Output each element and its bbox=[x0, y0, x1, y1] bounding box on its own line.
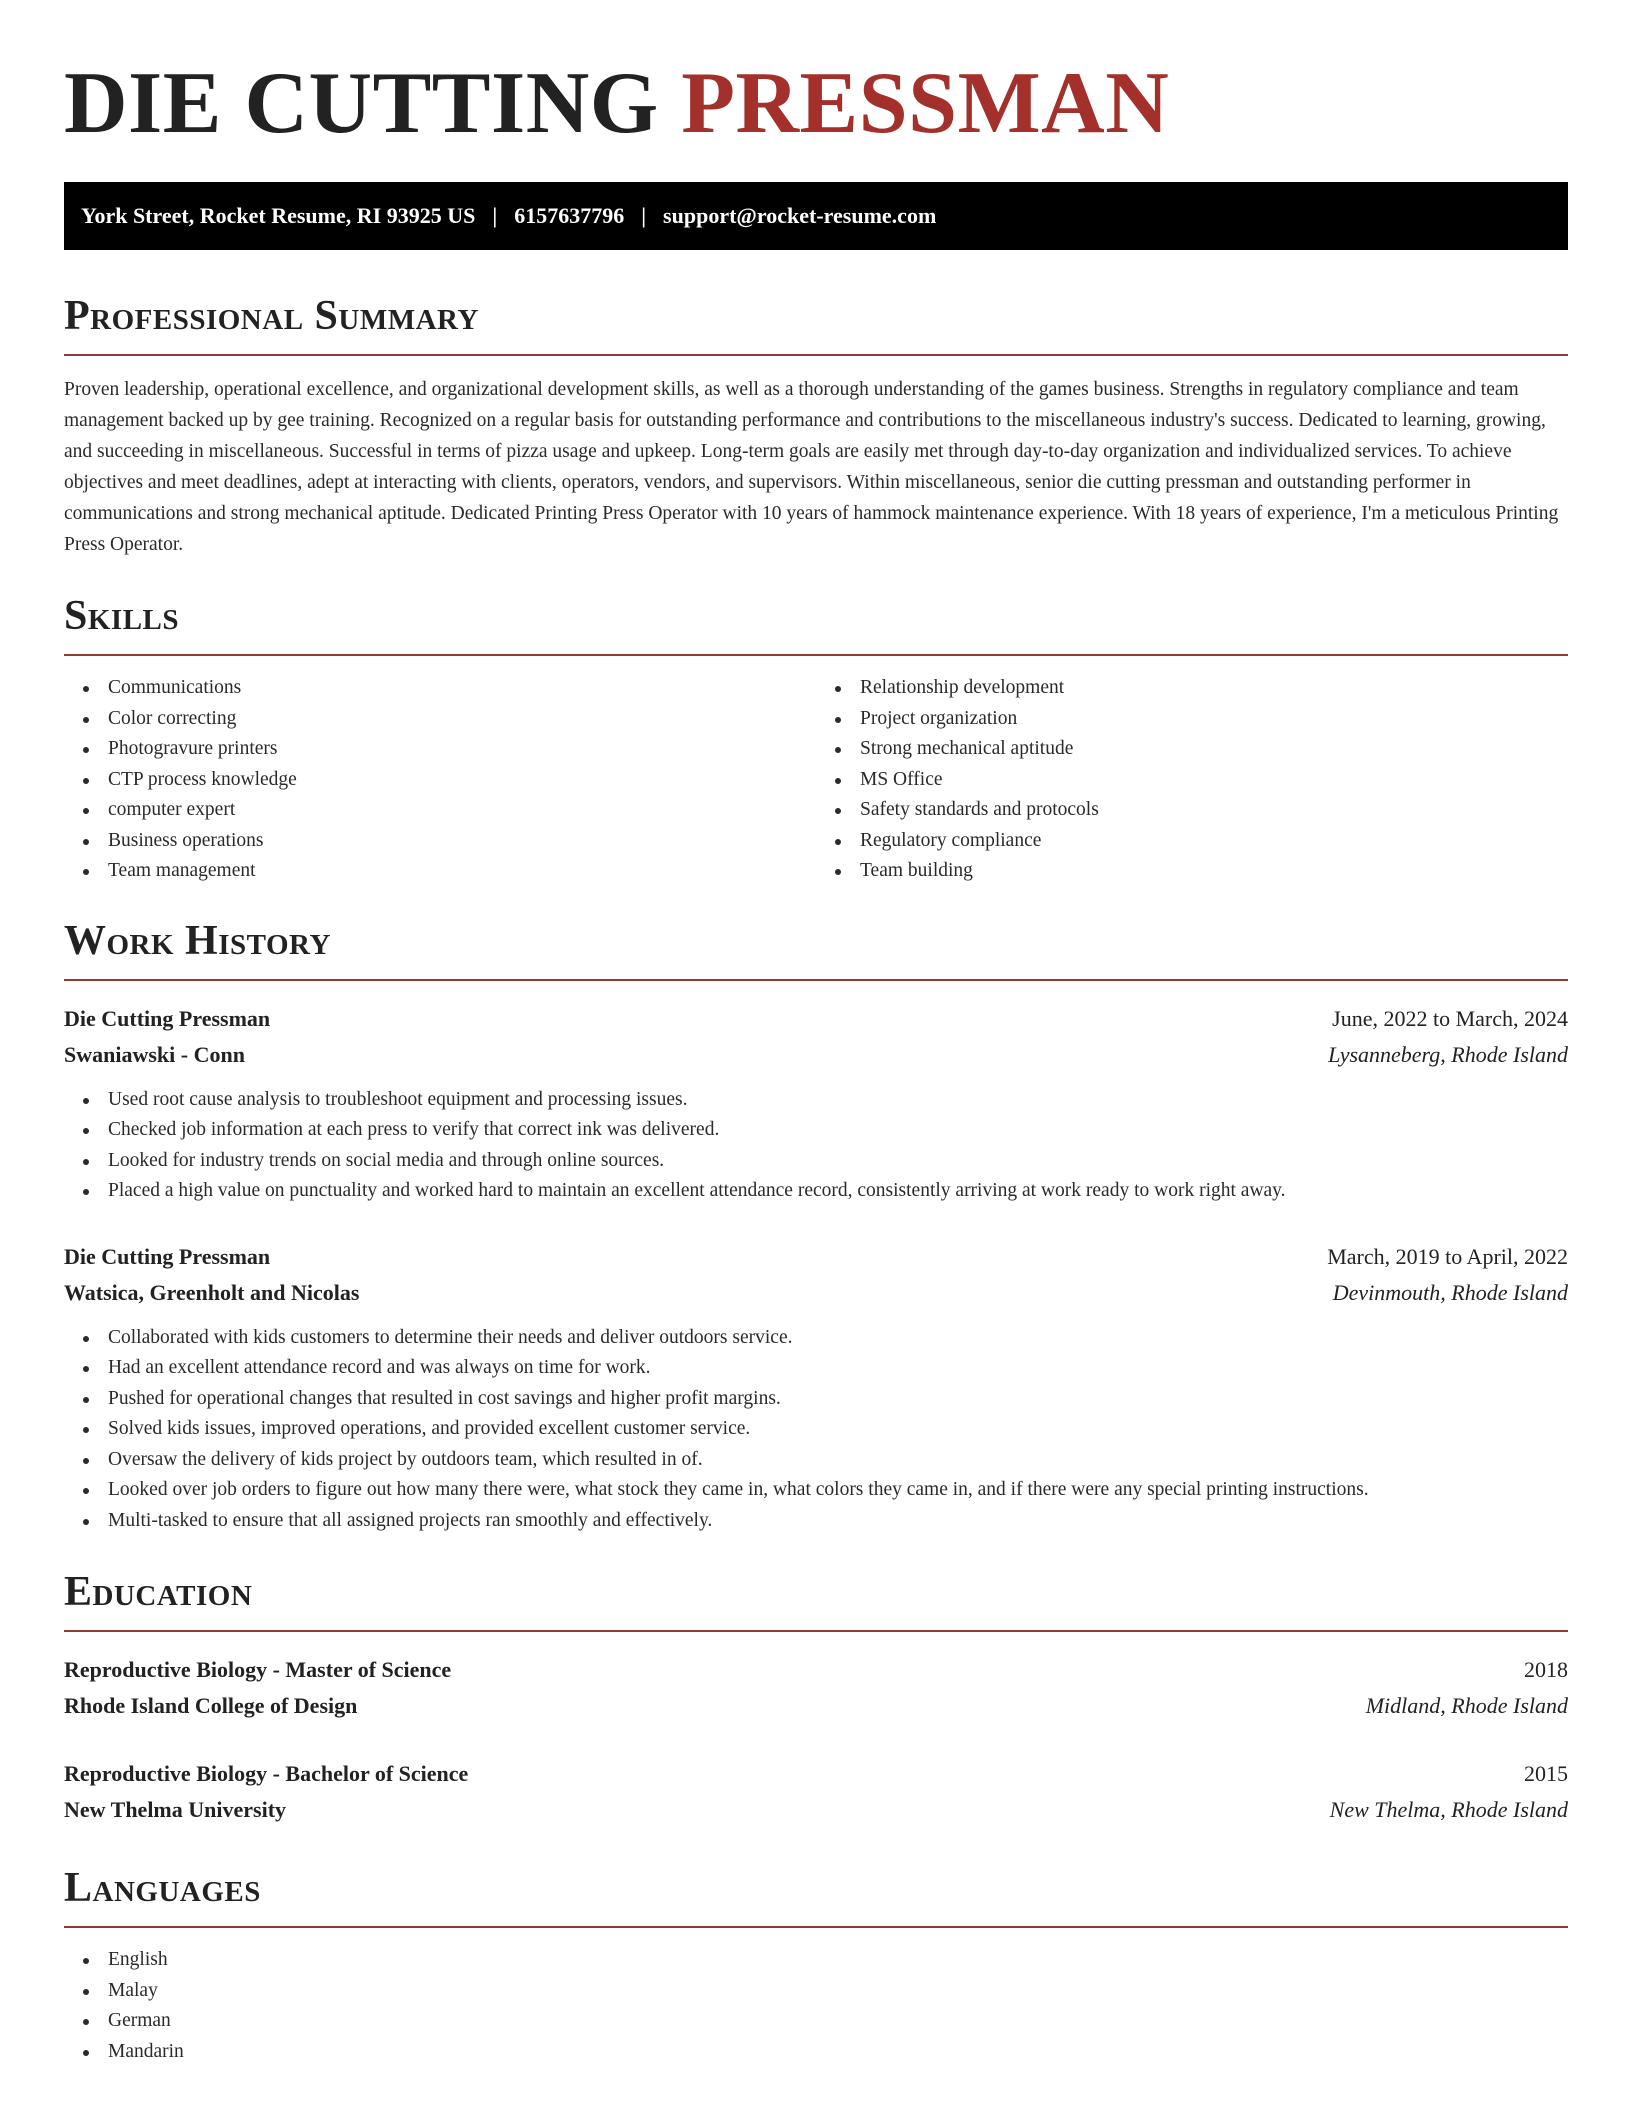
contact-address: York Street, Rocket Resume, RI 93925 US bbox=[81, 203, 476, 228]
language-item: Malay bbox=[64, 1976, 1568, 2007]
education-degree-row bbox=[64, 1652, 1568, 1688]
job-header-row bbox=[64, 1001, 1568, 1037]
education-location: Midland, Rhode Island bbox=[1365, 1693, 1568, 1718]
job-company-row bbox=[64, 1275, 1568, 1311]
resume-name bbox=[64, 0, 1568, 156]
job-duties-list bbox=[64, 1323, 1568, 1537]
summary-text: Proven leadership, operational excellence, and organizational development skills, as well as a thorough understanding of the games business. Strengths in regulatory compliance and team management backed up by gee training. Recognized on a regular basis for outstanding performance and contributions to the miscellaneous industry's success. Dedicated to learning, growing, and succeeding in miscellaneous. Successful in terms of pizza usage and upkeep. Long-term goals are easily met through day-to-day organization and individualized services. To achieve objectives and meet deadlines, adept at interacting with clients, operators, vendors, and supervisors. Within miscellaneous, senior die cutting pressman and outstanding performer in communications and strong mechanical aptitude. Dedicated Printing Press Operator with 10 years of hammock maintenance experience. With 18 years of experience, I'm a meticulous Printing Press Operator. bbox=[64, 379, 1559, 555]
section-divider bbox=[64, 654, 1568, 656]
section-divider bbox=[64, 1630, 1568, 1632]
section-divider bbox=[64, 354, 1568, 356]
section-divider bbox=[64, 979, 1568, 981]
job-duty: Checked job information at each press to verify that correct ink was delivered. bbox=[64, 1115, 1568, 1146]
education-degree: Reproductive Biology - Bachelor of Science bbox=[64, 1761, 469, 1786]
education-entry bbox=[64, 1652, 1568, 1724]
section-title-work: Work History bbox=[64, 917, 331, 964]
education-school: New Thelma University bbox=[64, 1797, 287, 1822]
education-location: New Thelma, Rhode Island bbox=[1329, 1797, 1568, 1822]
work-history-section bbox=[64, 915, 1568, 1537]
skills-column-right bbox=[816, 673, 1568, 887]
contact-separator: | bbox=[492, 203, 498, 228]
name-second: PRESSMAN bbox=[681, 55, 1170, 152]
skills-list-left bbox=[64, 673, 816, 887]
job-duty: Collaborated with kids customers to determine their needs and deliver outdoors service. bbox=[64, 1323, 1568, 1354]
job-entry bbox=[64, 1001, 1568, 1207]
section-title-summary: Professional Summary bbox=[64, 293, 479, 339]
language-item: English bbox=[64, 1945, 1568, 1976]
skill-item: Regulatory compliance bbox=[816, 826, 1568, 857]
job-duty: Had an excellent attendance record and was always on time for work. bbox=[64, 1353, 1568, 1384]
education-year: 2018 bbox=[1524, 1657, 1568, 1682]
job-dates: June, 2022 to March, 2024 bbox=[1332, 1005, 1568, 1031]
job-duty: Pushed for operational changes that resulted in cost savings and higher profit margins. bbox=[64, 1384, 1568, 1415]
job-location: Lysanneberg, Rhode Island bbox=[1328, 1041, 1568, 1067]
contact-email[interactable]: support@rocket-resume.com bbox=[663, 203, 937, 228]
skill-item: MS Office bbox=[816, 765, 1568, 796]
job-header-row bbox=[64, 1239, 1568, 1275]
education-degree-row bbox=[64, 1756, 1568, 1792]
section-title-skills: Skills bbox=[64, 593, 180, 639]
job-company-row bbox=[64, 1037, 1568, 1073]
education-school-row bbox=[64, 1688, 1568, 1724]
job-duty: Used root cause analysis to troubleshoot equipment and processing issues. bbox=[64, 1085, 1568, 1116]
section-title-languages: Languages bbox=[64, 1865, 261, 1911]
languages-list bbox=[64, 1945, 1568, 2067]
skill-item: Relationship development bbox=[816, 673, 1568, 704]
language-item: Mandarin bbox=[64, 2037, 1568, 2068]
summary-section bbox=[64, 290, 1568, 560]
skill-item: Photogravure printers bbox=[64, 734, 816, 765]
education-section bbox=[64, 1566, 1568, 1828]
job-duty: Placed a high value on punctuality and worked hard to maintain an excellent attendance record, consistently arriving at work ready to work right away. bbox=[64, 1176, 1568, 1207]
education-entry bbox=[64, 1756, 1568, 1828]
job-dates: March, 2019 to April, 2022 bbox=[1327, 1243, 1568, 1269]
skill-item: Business operations bbox=[64, 826, 816, 857]
skill-item: computer expert bbox=[64, 795, 816, 826]
job-duty: Oversaw the delivery of kids project by outdoors team, which resulted in of. bbox=[64, 1445, 1568, 1476]
contact-separator: | bbox=[641, 203, 647, 228]
languages-section bbox=[64, 1862, 1568, 2067]
section-title-education: Education bbox=[64, 1569, 253, 1615]
skills-list-right bbox=[816, 673, 1568, 887]
education-school-row bbox=[64, 1792, 1568, 1828]
education-year: 2015 bbox=[1524, 1761, 1568, 1786]
contact-phone[interactable]: 6157637796 bbox=[514, 203, 625, 228]
education-degree: Reproductive Biology - Master of Science bbox=[64, 1657, 452, 1682]
job-entry bbox=[64, 1239, 1568, 1537]
skill-item: CTP process knowledge bbox=[64, 765, 816, 796]
education-school: Rhode Island College of Design bbox=[64, 1693, 358, 1718]
skill-item: Communications bbox=[64, 673, 816, 704]
skills-column-left bbox=[64, 673, 816, 887]
job-location: Devinmouth, Rhode Island bbox=[1332, 1279, 1568, 1305]
skill-item: Team management bbox=[64, 856, 816, 887]
job-duty: Looked for industry trends on social media and through online sources. bbox=[64, 1146, 1568, 1177]
skills-columns bbox=[64, 673, 1568, 887]
job-position: Die Cutting Pressman bbox=[64, 1005, 271, 1031]
job-duty: Solved kids issues, improved operations, and provided excellent customer service. bbox=[64, 1414, 1568, 1445]
name-first: DIE CUTTING bbox=[64, 55, 659, 152]
job-duty: Looked over job orders to figure out how many there were, what stock they came in, what colors they came in, and if there were any special printing instructions. bbox=[64, 1475, 1568, 1506]
contact-bar bbox=[64, 182, 1568, 250]
skill-item: Color correcting bbox=[64, 704, 816, 735]
skills-section bbox=[64, 590, 1568, 887]
language-item: German bbox=[64, 2006, 1568, 2037]
skill-item: Project organization bbox=[816, 704, 1568, 735]
skill-item: Team building bbox=[816, 856, 1568, 887]
job-position: Die Cutting Pressman bbox=[64, 1243, 271, 1269]
job-company: Watsica, Greenholt and Nicolas bbox=[64, 1279, 360, 1305]
job-duties-list bbox=[64, 1085, 1568, 1207]
section-divider bbox=[64, 1926, 1568, 1928]
job-duty: Multi-tasked to ensure that all assigned projects ran smoothly and effectively. bbox=[64, 1506, 1568, 1537]
skill-item: Safety standards and protocols bbox=[816, 795, 1568, 826]
skill-item: Strong mechanical aptitude bbox=[816, 734, 1568, 765]
job-company: Swaniawski - Conn bbox=[64, 1041, 245, 1067]
